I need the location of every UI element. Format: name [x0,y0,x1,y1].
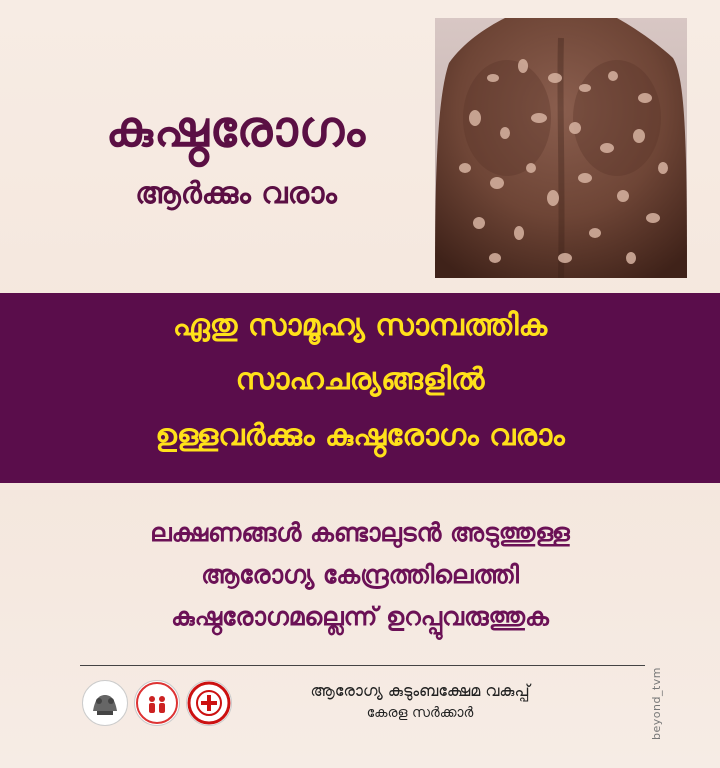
footer-divider [80,665,645,666]
poster-subtitle: ആർക്കും വരാം [135,176,337,211]
band-line-1: ഏതു സാമൂഹ്യ സാമ്പത്തിക [172,308,548,343]
advice-line-3: കുഷ്ഠരോഗമല്ലെന്ന് ഉറപ്പുവരുത്തുക [171,602,549,631]
band-line-2: സാഹചര്യങ്ങളിൽ [235,362,485,397]
band-line-3: ഉള്ളവർക്കും കുഷ്ഠരോഗം വരാം [155,418,565,453]
department-name: ആരോഗ്യ കുടുംബക്ഷേമ വകുപ്പ് [310,681,530,700]
health-dept-logo [186,680,232,726]
department-credit [270,680,570,724]
advice-line-1: ലക്ഷണങ്ങൾ കണ്ടാലുടൻ അടുത്തുള്ള [150,518,570,547]
nhm-logo [134,680,180,726]
poster-title: കുഷ്ഠരോഗം [105,100,367,158]
advice-line-2: ആരോഗ്യ കേന്ദ്രത്തിലെത്തി [201,560,519,589]
watermark-handle: beyond_tvm [650,667,663,740]
back-lesions-photo [435,18,687,278]
kerala-emblem-logo [82,680,128,726]
government-name: കേരള സർക്കാർ [366,705,474,721]
